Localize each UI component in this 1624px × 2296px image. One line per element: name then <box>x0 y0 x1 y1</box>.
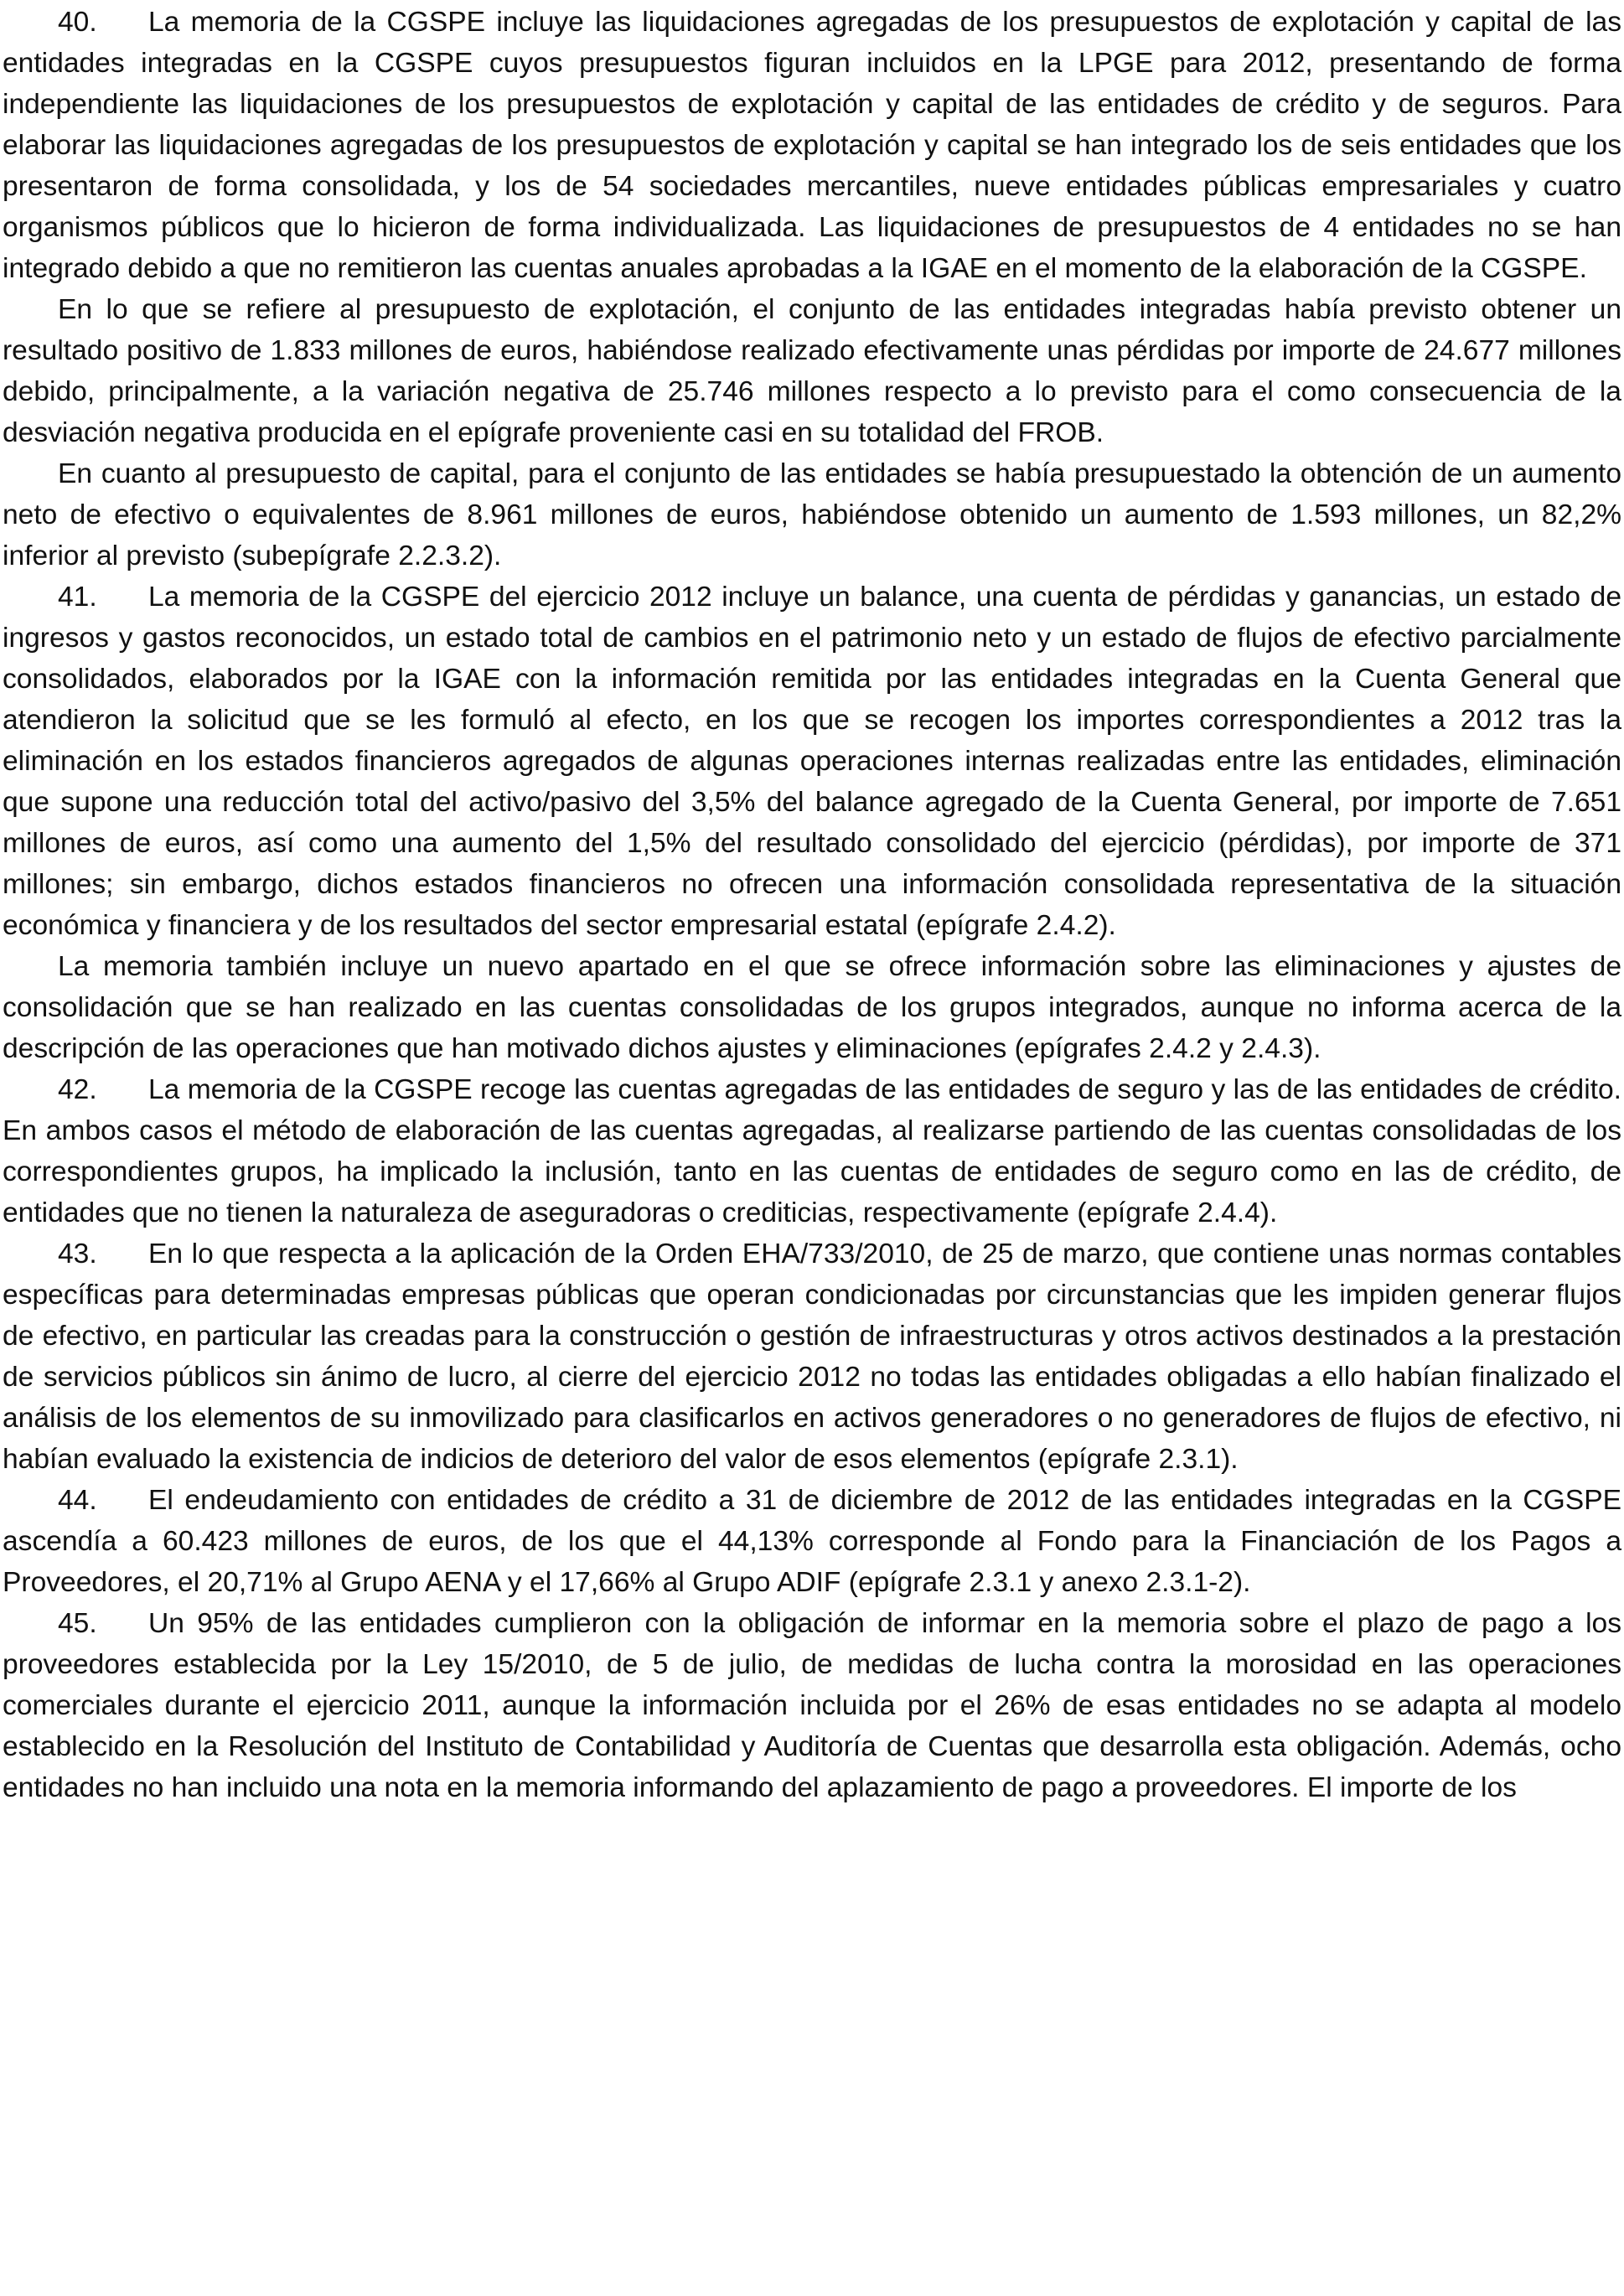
paragraph-44 <box>3 1480 1621 1603</box>
paragraph-number: 45. <box>58 1608 97 1639</box>
paragraph-text: La memoria también incluye un nuevo apartado en el que se ofrece información sobre las eliminaciones y ajustes de consolidación que se han realizado en las cuentas consolidadas de los grupos integrados, aunque no informa acerca de la descripción de las operaciones que han motivado dichos ajustes y eliminaciones (epígrafes 2.4.2 y 2.4.3). <box>3 951 1621 1064</box>
paragraph-43 <box>3 1233 1621 1480</box>
paragraph-text: El endeudamiento con entidades de crédito a 31 de diciembre de 2012 de las entidades integradas en la CGSPE ascendía a 60.423 millones de euros, de los que el 44,13% corresponde al Fondo para la Financiación de los Pagos a Proveedores, el 20,71% al Grupo AENA y el 17,66% al Grupo ADIF (epígrafe 2.3.1 y anexo 2.3.1-2). <box>3 1485 1621 1598</box>
paragraph-text: La memoria de la CGSPE recoge las cuentas agregadas de las entidades de seguro y las de las entidades de crédito. En ambos casos el método de elaboración de las cuentas agregadas, al realizarse partiendo de las cuentas consolidadas de los correspondientes grupos, ha implicado la inclusión, tanto en las cuentas de entidades de seguro como en las de crédito, de entidades que no tienen la naturaleza de aseguradoras o crediticias, respectivamente (epígrafe 2.4.4). <box>3 1074 1621 1228</box>
paragraph-42 <box>3 1069 1621 1233</box>
paragraph-40-capital <box>3 453 1621 577</box>
paragraph-text: En lo que respecta a la aplicación de la Orden EHA/733/2010, de 25 de marzo, que contiene unas normas contables específicas para determinadas empresas públicas que operan condicionadas por circunstancias que les impiden generar flujos de efectivo, en particular las creadas para la construcción o gestión de infraestructuras y otros activos destinados a la prestación de servicios públicos sin ánimo de lucro, al cierre del ejercicio 2012 no todas las entidades obligadas a ello habían finalizado el análisis de los elementos de su inmovilizado para clasificarlos en activos generadores o no generadores de flujos de efectivo, ni habían evaluado la existencia de indicios de deterioro del valor de esos elementos (epígrafe 2.3.1). <box>3 1238 1621 1475</box>
paragraph-text: La memoria de la CGSPE del ejercicio 2012 incluye un balance, una cuenta de pérdidas y ganancias, un estado de ingresos y gastos reconocidos, un estado total de cambios en el patrimonio neto y un estado de flujos de efectivo parcialmente consolidados, elaborados por la IGAE con la información remitida por las entidades integradas en la Cuenta General que atendieron la solicitud que se les formuló al efecto, en los que se recogen los importes correspondientes a 2012 tras la eliminación en los estados financieros agregados de algunas operaciones internas realizadas entre las entidades, eliminación que supone una reducción total del activo/pasivo del 3,5% del balance agregado de la Cuenta General, por importe de 7.651 millones de euros, así como una aumento del 1,5% del resultado consolidado del ejercicio (pérdidas), por importe de 371 millones; sin embargo, dichos estados financieros no ofrecen una información consolidada representativa de la situación económica y financiera y de los resultados del sector empresarial estatal (epígrafe 2.4.2). <box>3 582 1621 941</box>
paragraph-text: Un 95% de las entidades cumplieron con la obligación de informar en la memoria sobre el plazo de pago a los proveedores establecida por la Ley 15/2010, de 5 de julio, de medidas de lucha contra la morosidad en las operaciones comerciales durante el ejercicio 2011, aunque la información incluida por el 26% de esas entidades no se adapta al modelo establecido en la Resolución del Instituto de Contabilidad y Auditoría de Cuentas que desarrolla esta obligación. Además, ocho entidades no han incluido una nota en la memoria informando del aplazamiento de pago a proveedores. El importe de los <box>3 1608 1621 1803</box>
paragraph-number: 41. <box>58 582 97 613</box>
paragraph-40-explotacion <box>3 289 1621 453</box>
paragraph-text: La memoria de la CGSPE incluye las liquidaciones agregadas de los presupuestos de explotación y capital de las entidades integradas en la CGSPE cuyos presupuestos figuran incluidos en la LPGE para 2012, presentando de forma independiente las liquidaciones de los presupuestos de explotación y capital de las entidades de crédito y de seguros. Para elaborar las liquidaciones agregadas de los presupuestos de explotación y capital se han integrado los de seis entidades que los presentaron de forma consolidada, y los de 54 sociedades mercantiles, nueve entidades públicas empresariales y cuatro organismos públicos que lo hicieron de forma individualizada. Las liquidaciones de presupuestos de 4 entidades no se han integrado debido a que no remitieron las cuentas anuales aprobadas a la IGAE en el momento de la elaboración de la CGSPE. <box>3 7 1621 284</box>
paragraph-number: 42. <box>58 1074 97 1105</box>
paragraph-number: 43. <box>58 1238 97 1270</box>
paragraph-text: En cuanto al presupuesto de capital, para el conjunto de las entidades se había presupuestado la obtención de un aumento neto de efectivo o equivalentes de 8.961 millones de euros, habiéndose obtenido un aumento de 1.593 millones, un 82,2% inferior al previsto (subepígrafe 2.2.3.2). <box>3 458 1621 571</box>
paragraph-40 <box>3 2 1621 289</box>
paragraph-45 <box>3 1603 1621 1808</box>
paragraph-41-eliminaciones <box>3 946 1621 1069</box>
paragraph-number: 44. <box>58 1485 97 1516</box>
paragraph-number: 40. <box>58 7 97 38</box>
paragraph-41 <box>3 577 1621 946</box>
paragraph-text: En lo que se refiere al presupuesto de explotación, el conjunto de las entidades integradas había previsto obtener un resultado positivo de 1.833 millones de euros, habiéndose realizado efectivamente unas pérdidas por importe de 24.677 millones debido, principalmente, a la variación negativa de 25.746 millones respecto a lo previsto para el como consecuencia de la desviación negativa producida en el epígrafe proveniente casi en su totalidad del FROB. <box>3 294 1621 448</box>
